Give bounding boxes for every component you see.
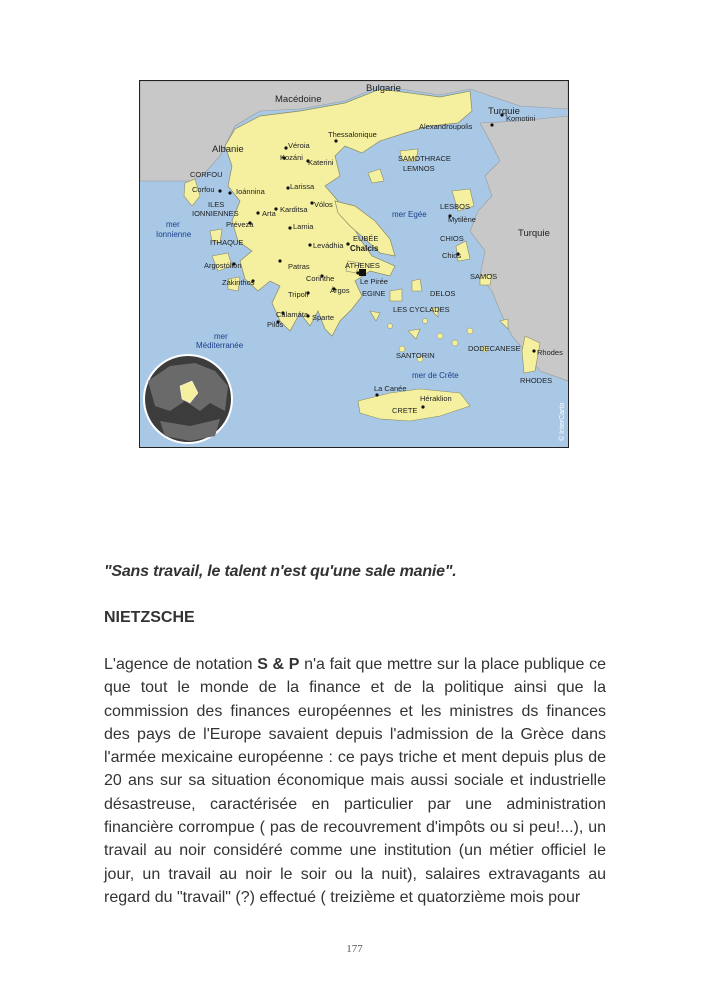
label-iles: ILES — [208, 200, 225, 209]
label-rhodes-island: RHODES — [520, 376, 553, 385]
label-mer-med-2: Méditerranée — [196, 341, 244, 350]
label-mer-med-1: mer — [214, 332, 228, 341]
label-mer-ionienne-2: Ionnienne — [156, 230, 192, 239]
label-komotini: Komotini — [506, 114, 536, 123]
body-text-bold: S & P — [257, 656, 300, 673]
label-pilos: Pilos — [267, 320, 284, 329]
label-zakinthos: Zákinthos — [222, 278, 255, 287]
label-veroia: Véroia — [288, 141, 310, 150]
label-crete: CRETE — [392, 406, 418, 415]
body-text-rest: n'a fait que mettre sur la place publique ce que tout le monde de la finance et de la politique ainsi que la commission des finances européennes et les ministres ds finances des pays de l'Europe savaient depuis l'admission de la Grèce dans l'armée mexicaine européenne : ce pays triche et ment depuis plus de 20 ans sur sa situation économique mais aussi sociale et industrielle désastreuse, caractérisée en particulier par une administration financière corrompue ( pas de recouvrement d'impôts ou si peu!...), un travail au noir considéré comme une institution (un métier officiel le jour, un travail au noir le soir ou la nuit), salaires extravagants au regard du "travail" (?) effectué ( treizième et quatorzième mois pour — [104, 656, 606, 906]
label-kalamata: Calamáta — [276, 310, 309, 319]
label-santorin: SANTORIN — [396, 351, 435, 360]
label-mer-egee: mer Egée — [392, 210, 427, 219]
label-copyright: © InterCarto — [559, 402, 566, 441]
label-rhodes-city: Rhodes — [537, 348, 563, 357]
label-katerini: Katerini — [308, 158, 334, 167]
label-dodecanese: DODECANESE — [468, 344, 521, 353]
label-corinthe: Corinthe — [306, 274, 335, 283]
label-athenes: ATHENES — [345, 261, 380, 270]
label-egine: EGINE — [362, 289, 386, 298]
greece-map — [139, 80, 569, 448]
label-mytilene: Mytilène — [448, 215, 476, 224]
epigraph-author: NIETZSCHE — [104, 609, 195, 626]
label-lamia: Lamia — [293, 222, 314, 231]
map-svg — [140, 81, 568, 447]
label-kozani: Kozáni — [280, 153, 303, 162]
label-la-canee: La Canée — [374, 384, 407, 393]
globe-inset — [144, 355, 232, 443]
label-le-piree: Le Pirée — [360, 277, 388, 286]
athens-marker — [359, 269, 366, 276]
label-karditsa: Karditsa — [280, 205, 308, 214]
label-albanie: Albanie — [212, 144, 244, 155]
body-text-start: L'agence de notation — [104, 656, 258, 673]
label-argostolion: Argostólion — [204, 261, 242, 270]
label-eubee: EUBÉE — [353, 234, 379, 243]
label-chalcis: Chalcis — [350, 244, 379, 253]
label-argos: Árgos — [330, 286, 350, 295]
label-turquie-north: Turquie — [488, 106, 520, 117]
label-patras: Patras — [288, 262, 310, 271]
label-ithaque: ITHAQUE — [210, 238, 244, 247]
label-samothrace: SAMOTHRACE — [398, 154, 451, 163]
page-number: 177 — [346, 943, 363, 955]
label-corfou-city: Corfou — [192, 185, 215, 194]
label-sparte: Sparte — [312, 313, 335, 322]
label-turquie-east: Turquie — [518, 228, 550, 239]
label-chios-island: CHIOS — [440, 234, 464, 243]
label-mer-crete: mer de Crête — [412, 371, 459, 380]
label-volos: Vólos — [314, 200, 333, 209]
label-levadhia: Levádhia — [313, 241, 344, 250]
label-mer-ionienne-1: mer — [166, 220, 180, 229]
label-heraklion: Héraklion — [420, 394, 452, 403]
label-cyclades: LES CYCLADES — [393, 305, 450, 314]
body-paragraph — [104, 653, 606, 909]
label-lesbos: LESBOS — [440, 202, 471, 211]
label-lemnos: LEMNOS — [403, 164, 435, 173]
label-tripoli: Tripoli — [288, 290, 309, 299]
label-samos: SAMOS — [470, 272, 498, 281]
label-ioannina: Ioánnina — [236, 187, 265, 196]
epigraph-quote: "Sans travail, le talent n'est qu'une sale manie". — [104, 563, 457, 580]
label-bulgarie: Bulgarie — [366, 83, 401, 94]
label-corfou-island: CORFOU — [190, 170, 223, 179]
label-preveza: Préveza — [226, 220, 254, 229]
label-alexandroupolis: Alexandroupolis — [419, 122, 473, 131]
label-thessalonique: Thessalonique — [328, 130, 377, 139]
label-arta: Arta — [262, 209, 276, 218]
label-larissa: Larissa — [290, 182, 315, 191]
label-delos: DELOS — [430, 289, 456, 298]
label-chios-city: Chios — [442, 251, 462, 260]
label-macedoine: Macédoine — [275, 94, 322, 105]
label-ioniennes: IONNIENNES — [192, 209, 239, 218]
